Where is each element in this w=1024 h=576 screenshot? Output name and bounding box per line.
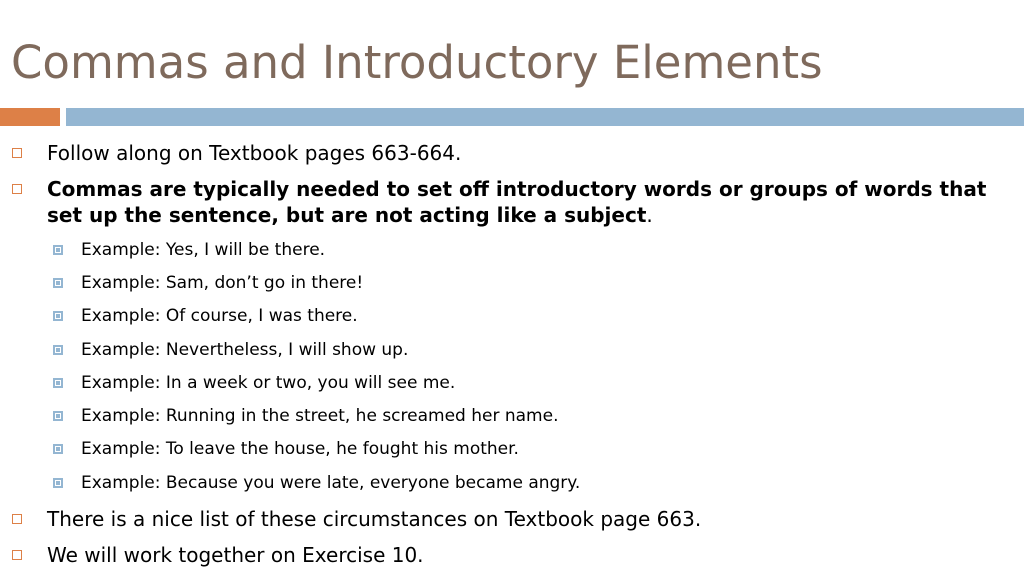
rule-period: . <box>646 203 653 227</box>
bullet-item-textbook-pages <box>12 140 1002 166</box>
filled-square-bullet-icon <box>53 278 63 288</box>
filled-square-bullet-icon <box>53 411 63 421</box>
filled-square-bullet-icon <box>53 245 63 255</box>
filled-square-bullet-icon <box>53 444 63 454</box>
example-item <box>51 338 1001 362</box>
example-text: Example: Because you were late, everyone became angry. <box>81 473 581 493</box>
example-item <box>51 238 1001 262</box>
example-item <box>51 271 1001 295</box>
bullet-item-circumstances-list <box>12 506 1002 532</box>
filled-square-bullet-icon <box>53 478 63 488</box>
slide-title: Commas and Introductory Elements <box>11 36 823 89</box>
square-bullet-icon <box>12 148 22 158</box>
example-item <box>51 304 1001 328</box>
bullet-text: There is a nice list of these circumstances on Textbook page 663. <box>47 507 702 531</box>
example-text: Example: Sam, don’t go in there! <box>81 273 364 293</box>
example-text: Example: In a week or two, you will see me. <box>81 373 456 393</box>
example-item <box>51 471 1001 495</box>
example-text: Example: Running in the street, he screamed her name. <box>81 406 559 426</box>
bullet-text <box>47 176 1002 228</box>
bullet-text: Follow along on Textbook pages 663-664. <box>47 141 462 165</box>
filled-square-bullet-icon <box>53 345 63 355</box>
example-text: Example: Of course, I was there. <box>81 306 358 326</box>
example-text: Example: Yes, I will be there. <box>81 240 326 260</box>
bullet-item-comma-rule <box>12 176 1002 228</box>
example-item <box>51 437 1001 461</box>
bullet-item-exercise <box>12 542 1002 568</box>
bold-rule-text: Commas are typically needed to set off introductory words or groups of words that set up the sentence, but are not acting like a subject <box>47 177 987 227</box>
square-bullet-icon <box>12 514 22 524</box>
square-bullet-icon <box>12 550 22 560</box>
square-bullet-icon <box>12 184 22 194</box>
example-text: Example: Nevertheless, I will show up. <box>81 340 409 360</box>
example-item <box>51 371 1001 395</box>
filled-square-bullet-icon <box>53 311 63 321</box>
example-text: Example: To leave the house, he fought his mother. <box>81 439 519 459</box>
example-item <box>51 404 1001 428</box>
filled-square-bullet-icon <box>53 378 63 388</box>
bullet-text: We will work together on Exercise 10. <box>47 543 424 567</box>
